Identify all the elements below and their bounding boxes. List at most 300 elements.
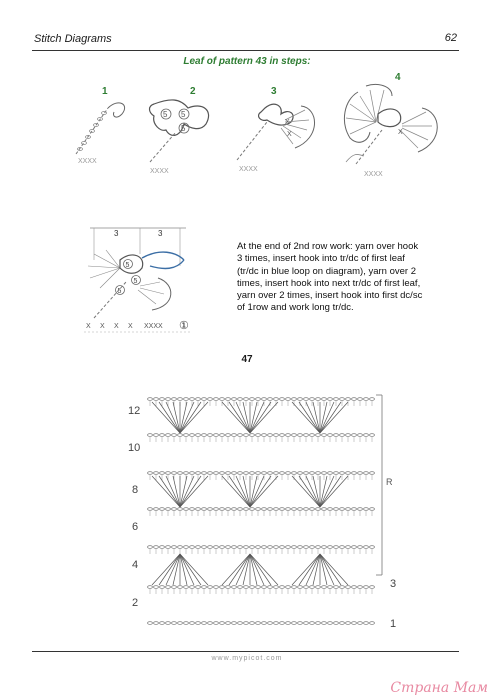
chain-stitch <box>190 472 195 475</box>
chain-stitch <box>346 546 351 549</box>
chain-stitch <box>166 586 171 589</box>
instructions-text: At the end of 2nd row work: yarn over hook 3 times, insert hook into tr/dc of first leaf (tr/dc in blue loop on diagram), yarn over 2 times, insert hook into next tr/dc of first leaf, yarn over 2 times, insert hook into first dc/sc of 1row and work long tr/dc. <box>237 241 423 314</box>
chain-stitch <box>226 508 231 511</box>
chain-stitch <box>280 434 285 437</box>
chain-stitch <box>292 434 297 437</box>
chain-stitch <box>256 472 261 475</box>
chain-stitch <box>370 546 375 549</box>
chain-stitch <box>310 546 315 549</box>
chain-stitch <box>268 622 273 625</box>
svg-text:X: X <box>100 323 105 330</box>
chain-stitch <box>322 472 327 475</box>
chain-stitch <box>166 622 171 625</box>
step-1-diagram <box>68 96 138 166</box>
chain-stitch <box>304 472 309 475</box>
chain-stitch <box>298 546 303 549</box>
chain-stitch <box>250 586 255 589</box>
chain-stitch <box>334 434 339 437</box>
chain-stitch <box>364 622 369 625</box>
fan-stitch <box>222 476 250 507</box>
chain-stitch <box>256 546 261 549</box>
fan-stitch <box>222 554 250 585</box>
chain-stitch <box>256 398 261 401</box>
chain-stitch <box>214 508 219 511</box>
chain-stitch <box>364 586 369 589</box>
repeat-label: R <box>386 477 393 487</box>
watermark-logo: Страна Мам <box>390 680 488 696</box>
chain-stitch <box>202 508 207 511</box>
chain-stitch <box>352 546 357 549</box>
chain-stitch <box>166 472 171 475</box>
chain-stitch <box>178 472 183 475</box>
chain-stitch <box>268 546 273 549</box>
chain-stitch <box>244 622 249 625</box>
chain-stitch <box>190 622 195 625</box>
row-label-10: 10 <box>128 442 141 454</box>
chain-stitch <box>262 586 267 589</box>
chain-stitch <box>274 546 279 549</box>
chain-stitch <box>214 398 219 401</box>
step-2-diagram <box>140 94 220 174</box>
chain-stitch <box>352 586 357 589</box>
chain-stitch <box>190 508 195 511</box>
chain-stitch <box>322 434 327 437</box>
chain-stitch <box>154 546 159 549</box>
chain-stitch <box>154 434 159 437</box>
row-label-2: 2 <box>132 597 139 609</box>
step-4-number: 4 <box>395 72 401 83</box>
chain-stitch <box>286 508 291 511</box>
chain-stitch <box>196 586 201 589</box>
fan-stitch <box>180 554 194 585</box>
chain-stitch <box>214 586 219 589</box>
chain-stitch <box>232 398 237 401</box>
chain-stitch <box>184 472 189 475</box>
chain-stitch <box>172 472 177 475</box>
chain-stitch <box>178 398 183 401</box>
header-title: Stitch Diagrams <box>34 33 112 45</box>
chain-stitch <box>208 398 213 401</box>
chain-stitch <box>166 546 171 549</box>
svg-text:XXXX: XXXX <box>144 323 163 330</box>
row-label-4: 4 <box>132 559 139 571</box>
fan-stitch <box>180 402 208 433</box>
footer-divider <box>32 651 459 652</box>
row-label-12: 12 <box>128 405 141 417</box>
svg-text:5: 5 <box>181 124 186 133</box>
chain-stitch <box>250 622 255 625</box>
chain-stitch <box>160 586 165 589</box>
chain-stitch <box>346 398 351 401</box>
fan-stitch <box>250 554 264 585</box>
chain-stitch <box>358 546 363 549</box>
chain-stitch <box>358 508 363 511</box>
chain-stitch <box>148 508 153 511</box>
step-4-diagram <box>338 82 448 182</box>
chain-stitch <box>190 398 195 401</box>
chain-stitch <box>232 622 237 625</box>
chain-stitch <box>172 398 177 401</box>
chain-stitch <box>214 434 219 437</box>
chain-stitch <box>322 508 327 511</box>
chain-stitch <box>178 434 183 437</box>
detail-label-3a: 3 <box>114 229 119 238</box>
chain-stitch <box>238 622 243 625</box>
chain-stitch <box>310 586 315 589</box>
row-label-6: 6 <box>132 521 139 533</box>
chain-stitch <box>280 586 285 589</box>
chain-stitch <box>322 586 327 589</box>
chain-stitch <box>370 586 375 589</box>
chain-stitch <box>322 398 327 401</box>
chain-stitch <box>286 586 291 589</box>
fan-stitch <box>306 476 320 507</box>
chain-stitch <box>154 398 159 401</box>
chain-stitch <box>298 508 303 511</box>
chain-stitch <box>172 508 177 511</box>
fan-stitch <box>236 554 250 585</box>
chain-stitch <box>244 508 249 511</box>
chain-stitch <box>184 622 189 625</box>
fan-stitch <box>152 554 180 585</box>
chain-stitch <box>340 398 345 401</box>
chain-stitch <box>298 398 303 401</box>
chain-stitch <box>364 546 369 549</box>
chain-stitch <box>274 472 279 475</box>
chain-stitch <box>148 434 153 437</box>
chain-stitch <box>352 434 357 437</box>
chain-stitch <box>196 398 201 401</box>
chain-stitch <box>316 434 321 437</box>
chain-stitch <box>238 398 243 401</box>
row-label-3: 3 <box>390 578 397 590</box>
chain-stitch <box>322 622 327 625</box>
chain-stitch <box>262 546 267 549</box>
fan-stitch <box>236 476 250 507</box>
chain-stitch <box>268 508 273 511</box>
chain-stitch <box>172 622 177 625</box>
fan-stitch <box>236 402 250 433</box>
chain-stitch <box>208 472 213 475</box>
chain-stitch <box>160 434 165 437</box>
chain-stitch <box>214 622 219 625</box>
chain-stitch <box>202 546 207 549</box>
stitch-chart <box>120 385 420 650</box>
chain-stitch <box>268 398 273 401</box>
chain-stitch <box>148 622 153 625</box>
chain-stitch <box>202 434 207 437</box>
chain-stitch <box>328 546 333 549</box>
chain-stitch <box>238 434 243 437</box>
chain-stitch <box>232 472 237 475</box>
page-header <box>34 31 457 49</box>
chain-stitch <box>238 586 243 589</box>
chain-stitch <box>166 398 171 401</box>
fan-stitch <box>152 476 180 507</box>
chain-stitch <box>316 508 321 511</box>
fan-stitch <box>306 554 320 585</box>
chain-stitch <box>358 434 363 437</box>
chain-stitch <box>358 472 363 475</box>
chain-stitch <box>232 546 237 549</box>
chain-stitch <box>274 508 279 511</box>
step-1-base-label: XXXX <box>78 158 97 165</box>
fan-stitch <box>306 402 320 433</box>
fan-stitch <box>320 402 348 433</box>
chain-stitch <box>262 434 267 437</box>
chain-stitch <box>268 586 273 589</box>
chain-stitch <box>190 586 195 589</box>
chain-stitch <box>346 622 351 625</box>
chain-stitch <box>274 434 279 437</box>
chain-stitch <box>160 472 165 475</box>
chain-stitch <box>340 546 345 549</box>
svg-text:X: X <box>287 131 292 138</box>
chain-stitch <box>334 586 339 589</box>
chain-stitch <box>364 398 369 401</box>
chain-stitch <box>370 622 375 625</box>
chain-stitch <box>196 546 201 549</box>
chain-stitch <box>220 622 225 625</box>
chain-stitch <box>250 508 255 511</box>
chain-stitch <box>292 398 297 401</box>
chain-stitch <box>268 472 273 475</box>
footer-url: www.mypicot.com <box>211 655 283 662</box>
chain-stitch <box>148 398 153 401</box>
figure-caption: Leaf of pattern 43 in steps: <box>183 56 311 67</box>
chain-stitch <box>250 472 255 475</box>
diagram-number: 47 <box>241 354 253 365</box>
chain-stitch <box>298 434 303 437</box>
fan-stitch <box>180 476 194 507</box>
step-4-base-label: XXXX <box>364 171 383 178</box>
header-divider <box>32 50 459 51</box>
svg-text:X: X <box>114 323 119 330</box>
chain-stitch <box>304 398 309 401</box>
chain-stitch <box>250 546 255 549</box>
row-label-1: 1 <box>390 618 397 630</box>
svg-text:5: 5 <box>163 110 168 119</box>
chain-stitch <box>346 508 351 511</box>
chain-stitch <box>328 398 333 401</box>
svg-text:X: X <box>86 323 91 330</box>
chain-stitch <box>154 472 159 475</box>
chain-stitch <box>202 472 207 475</box>
chain-stitch <box>226 622 231 625</box>
chain-stitch <box>298 472 303 475</box>
chain-stitch <box>262 398 267 401</box>
fan-stitch <box>152 402 180 433</box>
chain-stitch <box>184 586 189 589</box>
chain-stitch <box>292 472 297 475</box>
chain-stitch <box>226 398 231 401</box>
chain-stitch <box>232 586 237 589</box>
fan-stitch <box>320 402 334 433</box>
chain-stitch <box>334 546 339 549</box>
chain-stitch <box>304 546 309 549</box>
chain-stitch <box>184 508 189 511</box>
chain-stitch <box>298 586 303 589</box>
chain-stitch <box>352 398 357 401</box>
fan-stitch <box>250 476 278 507</box>
chain-stitch <box>268 434 273 437</box>
fan-stitch <box>320 554 334 585</box>
chain-stitch <box>316 398 321 401</box>
chain-stitch <box>346 472 351 475</box>
chain-stitch <box>286 472 291 475</box>
chain-stitch <box>148 586 153 589</box>
chain-stitch <box>178 622 183 625</box>
chain-stitch <box>184 546 189 549</box>
chain-stitch <box>274 586 279 589</box>
chain-stitch <box>274 398 279 401</box>
chain-stitch <box>220 472 225 475</box>
chain-stitch <box>256 508 261 511</box>
svg-text:5: 5 <box>181 110 186 119</box>
chain-stitch <box>244 398 249 401</box>
chain-stitch <box>256 622 261 625</box>
fan-stitch <box>166 554 180 585</box>
svg-text:X: X <box>128 323 133 330</box>
chain-stitch <box>220 398 225 401</box>
chain-stitch <box>280 622 285 625</box>
fan-stitch <box>250 476 264 507</box>
chain-stitch <box>202 398 207 401</box>
chain-stitch <box>226 546 231 549</box>
chain-stitch <box>154 508 159 511</box>
chain-stitch <box>310 434 315 437</box>
detail-base-label: ① <box>179 320 189 332</box>
chain-stitch <box>208 546 213 549</box>
chain-stitch <box>370 508 375 511</box>
chain-stitch <box>196 472 201 475</box>
chain-stitch <box>274 622 279 625</box>
detail-leaf-label-3: 5 <box>117 288 122 295</box>
fan-stitch <box>320 554 348 585</box>
chain-stitch <box>154 622 159 625</box>
chain-stitch <box>148 546 153 549</box>
fan-stitch <box>222 402 250 433</box>
step-2-number: 2 <box>190 86 196 97</box>
chain-stitch <box>256 586 261 589</box>
chain-stitch <box>364 434 369 437</box>
chain-stitch <box>328 508 333 511</box>
chain-stitch <box>250 434 255 437</box>
row-label-8: 8 <box>132 484 139 496</box>
chain-stitch <box>226 586 231 589</box>
chain-stitch <box>340 472 345 475</box>
chain-stitch <box>334 508 339 511</box>
fan-stitch <box>292 554 320 585</box>
chain-stitch <box>292 622 297 625</box>
chain-stitch <box>232 434 237 437</box>
chain-stitch <box>262 622 267 625</box>
chain-stitch <box>238 546 243 549</box>
page-number: 62 <box>444 32 457 44</box>
chain-stitch <box>316 586 321 589</box>
detail-label-3b: 3 <box>158 229 163 238</box>
svg-text:X: X <box>398 129 403 136</box>
chain-stitch <box>316 622 321 625</box>
chain-stitch <box>208 434 213 437</box>
chain-stitch <box>226 472 231 475</box>
chain-stitch <box>238 508 243 511</box>
fan-stitch <box>180 476 208 507</box>
chain-stitch <box>220 508 225 511</box>
chain-stitch <box>340 434 345 437</box>
chain-stitch <box>244 434 249 437</box>
fan-stitch <box>180 554 208 585</box>
fan-stitch <box>292 402 320 433</box>
fan-stitch <box>166 402 180 433</box>
chain-stitch <box>154 586 159 589</box>
chain-stitch <box>280 472 285 475</box>
fan-stitch <box>250 554 278 585</box>
chain-stitch <box>166 434 171 437</box>
chain-stitch <box>346 434 351 437</box>
chain-stitch <box>160 546 165 549</box>
chain-stitch <box>184 398 189 401</box>
chain-stitch <box>298 622 303 625</box>
fan-stitch <box>250 402 278 433</box>
chain-stitch <box>304 586 309 589</box>
chain-stitch <box>178 586 183 589</box>
chain-stitch <box>358 586 363 589</box>
chain-stitch <box>256 434 261 437</box>
chain-stitch <box>190 434 195 437</box>
chain-stitch <box>322 546 327 549</box>
chain-stitch <box>190 546 195 549</box>
chain-stitch <box>286 434 291 437</box>
fan-stitch <box>320 476 334 507</box>
chain-stitch <box>328 472 333 475</box>
chain-stitch <box>370 398 375 401</box>
chain-stitch <box>220 586 225 589</box>
chain-stitch <box>352 508 357 511</box>
chain-stitch <box>328 586 333 589</box>
chain-stitch <box>208 586 213 589</box>
chain-stitch <box>262 508 267 511</box>
chain-stitch <box>202 586 207 589</box>
chain-stitch <box>226 434 231 437</box>
chain-stitch <box>244 546 249 549</box>
chain-stitch <box>310 508 315 511</box>
step-3-base-label: XXXX <box>239 166 258 173</box>
chain-stitch <box>346 586 351 589</box>
detail-leaf-label-2: 5 <box>133 278 138 285</box>
chain-stitch <box>196 622 201 625</box>
chain-stitch <box>208 508 213 511</box>
fan-stitch <box>292 476 320 507</box>
chain-stitch <box>334 472 339 475</box>
chain-stitch <box>352 472 357 475</box>
chain-stitch <box>214 472 219 475</box>
chain-stitch <box>340 586 345 589</box>
step-3-number: 3 <box>271 86 277 97</box>
chain-stitch <box>286 622 291 625</box>
chain-stitch <box>304 508 309 511</box>
chain-stitch <box>340 622 345 625</box>
chain-stitch <box>370 434 375 437</box>
chain-stitch <box>316 472 321 475</box>
chain-stitch <box>178 546 183 549</box>
chain-stitch <box>328 434 333 437</box>
chain-stitch <box>292 586 297 589</box>
chain-stitch <box>292 508 297 511</box>
chain-stitch <box>244 586 249 589</box>
chain-stitch <box>358 398 363 401</box>
chain-stitch <box>364 472 369 475</box>
